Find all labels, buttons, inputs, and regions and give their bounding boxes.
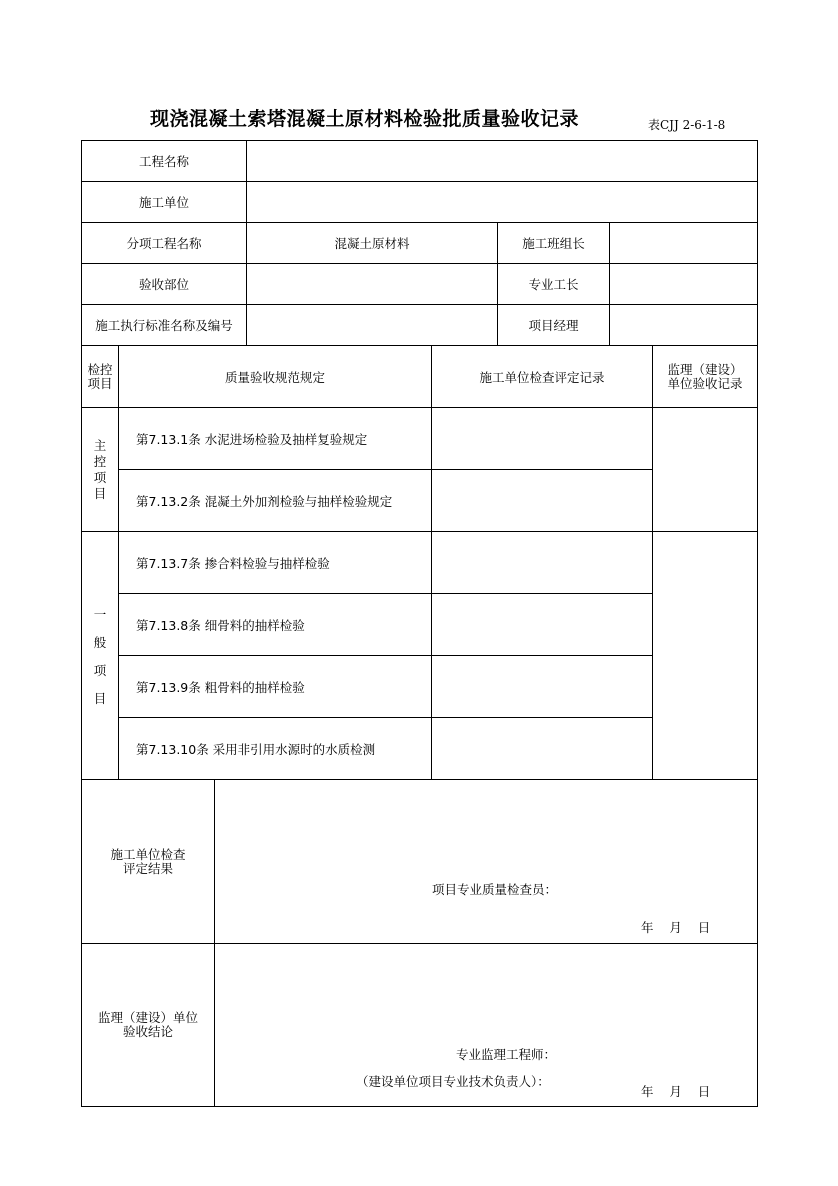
project-name-label: 工程名称	[138, 154, 189, 169]
team-leader-label: 施工班组长	[522, 236, 585, 251]
main-control-char: 项	[93, 469, 107, 485]
general-record-cell[interactable]	[432, 594, 652, 655]
general-row: 第7.13.10条 采用非引用水源时的水质检测	[136, 741, 376, 757]
main-control-record-cell[interactable]	[432, 470, 652, 531]
general-row: 第7.13.9条 粗骨料的抽样检验	[136, 679, 305, 695]
main-control-char: 控	[93, 453, 107, 469]
evaluation-label-line2: 评定结果	[122, 860, 173, 876]
main-control-record-cell[interactable]	[432, 408, 652, 469]
check-item-header-line1: 检控	[87, 361, 113, 377]
tech-lead-signature-label: （建设单位项目专业技术负责人）：	[356, 1074, 550, 1089]
general-record-cell[interactable]	[432, 656, 652, 717]
standard-label: 施工执行标准名称及编号	[95, 318, 233, 333]
main-control-char: 目	[93, 485, 107, 501]
general-char: 项	[93, 662, 107, 678]
construction-unit-field[interactable]	[247, 182, 757, 222]
page-title: 现浇混凝土索塔混凝土原材料检验批质量验收记录	[150, 108, 580, 130]
form-code: 表CJJ 2-6-1-8	[648, 118, 726, 132]
evaluation-date: 年 月 日	[641, 920, 711, 935]
record-header: 施工单位检查评定记录	[479, 369, 605, 385]
general-char: 目	[93, 690, 107, 706]
general-char: 一	[93, 606, 107, 622]
general-supervisor-cell[interactable]	[653, 532, 757, 779]
evaluation-content[interactable]	[215, 780, 757, 943]
acceptance-part-label: 验收部位	[138, 277, 189, 292]
check-item-header-line2: 项目	[87, 375, 113, 391]
conclusion-label	[82, 944, 214, 1106]
supervisor-header-line1: 监理（建设）	[667, 361, 743, 377]
main-control-row: 第7.13.1条 水泥进场检验及抽样复验规定	[136, 431, 368, 447]
main-control-char: 主	[93, 437, 107, 453]
sub-item-label: 分项工程名称	[126, 236, 202, 251]
construction-unit-label: 施工单位	[138, 195, 189, 210]
team-leader-field[interactable]	[610, 223, 757, 263]
check-item-header	[82, 346, 118, 407]
spec-header: 质量验收规范规定	[224, 369, 325, 385]
main-control-row: 第7.13.2条 混凝土外加剂检验与抽样检验规定	[136, 493, 393, 509]
general-record-cell[interactable]	[432, 718, 652, 779]
conclusion-label-line2: 验收结论	[122, 1024, 173, 1039]
supervisor-header	[653, 346, 757, 407]
general-row: 第7.13.8条 细骨料的抽样检验	[136, 617, 305, 633]
acceptance-part-field[interactable]	[247, 264, 497, 304]
conclusion-content[interactable]	[215, 944, 757, 1106]
evaluation-label	[82, 780, 214, 943]
project-name-field[interactable]	[247, 141, 757, 181]
evaluation-label-line1: 施工单位检查	[110, 846, 186, 862]
main-control-label	[82, 408, 118, 531]
main-control-supervisor-cell[interactable]	[653, 408, 757, 531]
supervisor-header-line2: 单位验收记录	[667, 375, 743, 391]
pm-field[interactable]	[610, 305, 757, 345]
general-label	[82, 532, 118, 779]
standard-field[interactable]	[247, 305, 497, 345]
engineer-signature-label: 专业监理工程师：	[456, 1047, 557, 1062]
conclusion-label-line1: 监理（建设）单位	[97, 1010, 198, 1025]
general-char: 般	[93, 634, 107, 650]
pm-label: 项目经理	[528, 318, 579, 333]
general-row: 第7.13.7条 掺合料检验与抽样检验	[136, 555, 330, 571]
conclusion-date: 年 月 日	[641, 1084, 711, 1099]
inspector-signature-label: 项目专业质量检查员：	[432, 882, 558, 897]
foreman-field[interactable]	[610, 264, 757, 304]
sub-item-field[interactable]: 混凝土原材料	[334, 236, 410, 251]
general-record-cell[interactable]	[432, 532, 652, 593]
foreman-label: 专业工长	[528, 277, 579, 292]
